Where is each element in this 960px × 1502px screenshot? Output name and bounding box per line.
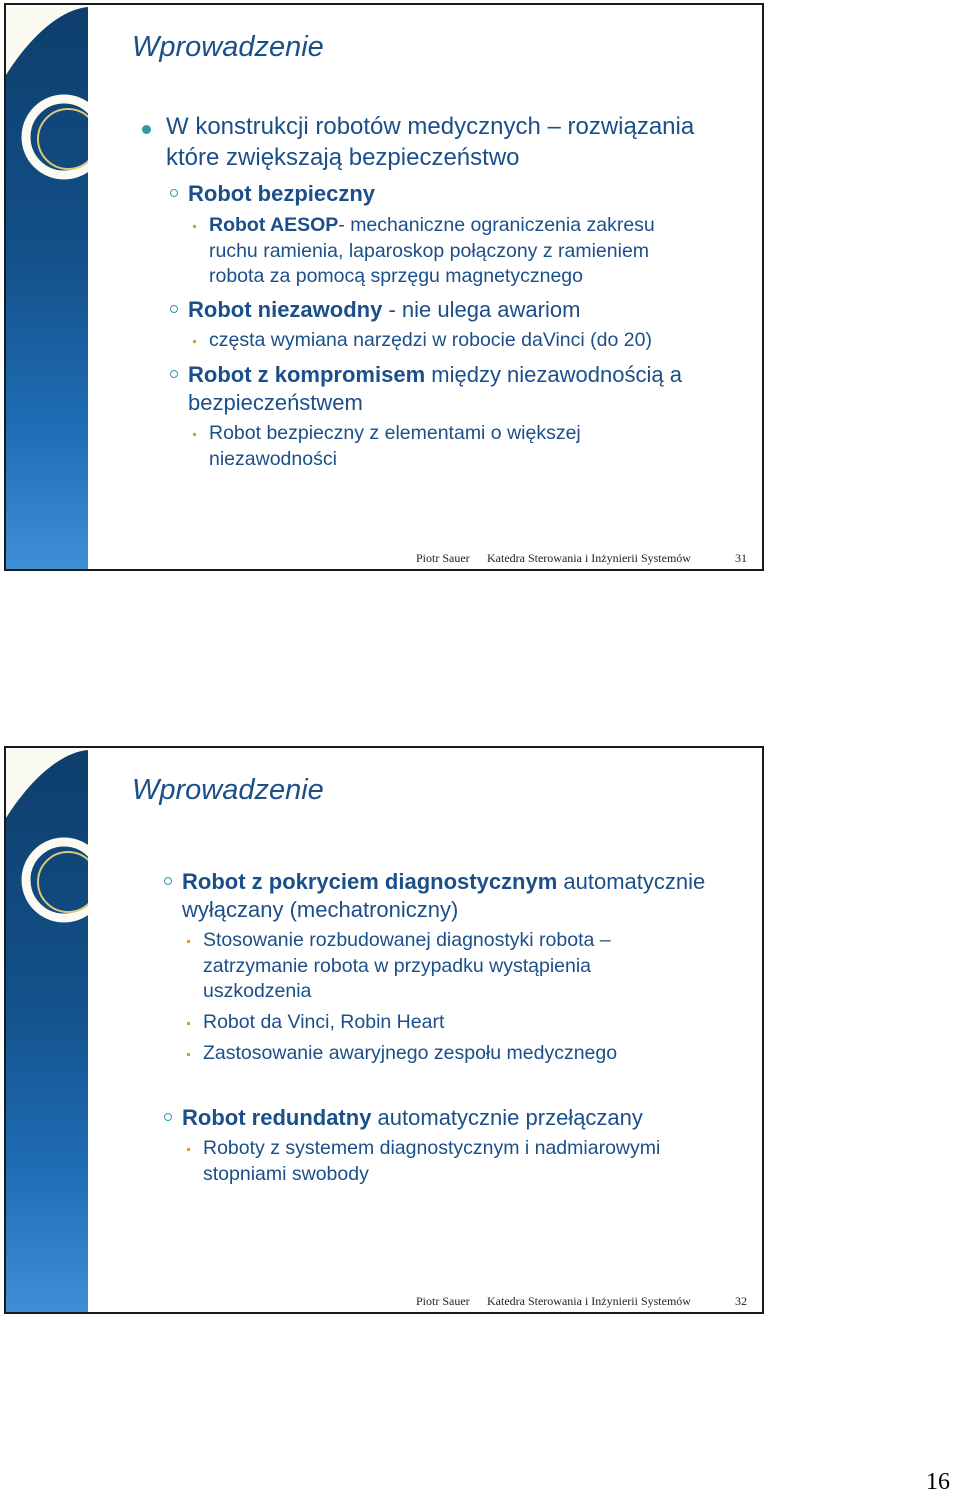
bullet-ring-icon bbox=[170, 189, 178, 197]
bullet-item-level2: Robot bezpieczny bbox=[188, 181, 376, 206]
slide-title: Wprowadzenie bbox=[132, 31, 324, 63]
bullet-square-icon bbox=[187, 940, 190, 943]
bullet-item-level1: W konstrukcji robotów medycznych – rozwiązania które zwiększają bezpieczeństwo bbox=[166, 113, 695, 171]
slide-side-band bbox=[6, 748, 88, 1312]
bullet-item-level2: Robot z kompromisem między niezawodnością a bezpieczeństwem bbox=[188, 362, 682, 415]
bullet-item-level3: Stosowanie rozbudowanej diagnostyki robota – zatrzymanie robota w przypadku wystąpienia uszkodzenia bbox=[203, 929, 611, 1002]
bullet-square-icon bbox=[193, 340, 196, 343]
bullet-square-icon bbox=[187, 1022, 190, 1025]
slide-title: Wprowadzenie bbox=[132, 774, 324, 806]
bullet-square-icon bbox=[187, 1053, 190, 1056]
bullet-ring-icon bbox=[164, 1113, 172, 1121]
bullet-square-icon bbox=[193, 225, 196, 228]
footer-department: Katedra Sterowania i Inżynierii Systemów bbox=[487, 551, 691, 565]
bullet-item-level3: Robot da Vinci, Robin Heart bbox=[203, 1011, 445, 1033]
bullet-square-icon bbox=[187, 1148, 190, 1151]
bullet-item-level3: Robot AESOP- mechaniczne ograniczenia zakresu ruchu ramienia, laparoskop połączony z ramieniem robota za pomocą sprzęgu magnetycznego bbox=[209, 214, 655, 287]
bullet-ring-icon bbox=[170, 370, 178, 378]
slide-number: 32 bbox=[735, 1294, 747, 1308]
slide-32 bbox=[4, 746, 764, 1314]
bullet-item-level2: Robot redundatny automatycznie przełączany bbox=[182, 1105, 643, 1130]
footer-department: Katedra Sterowania i Inżynierii Systemów bbox=[487, 1294, 691, 1308]
bullet-square-icon bbox=[193, 433, 196, 436]
ring-decoration-icon bbox=[6, 748, 88, 1314]
bullet-item-level2: Robot niezawodny - nie ulega awariom bbox=[188, 297, 581, 322]
bullet-item-level3: Zastosowanie awaryjnego zespołu medycznego bbox=[203, 1042, 618, 1064]
footer-author: Piotr Sauer bbox=[416, 1294, 470, 1308]
bullet-ring-icon bbox=[170, 305, 178, 313]
slide-side-band bbox=[6, 5, 88, 569]
ring-decoration-icon bbox=[6, 5, 88, 571]
bullet-item-level3: częsta wymiana narzędzi w robocie daVinci (do 20) bbox=[209, 329, 652, 351]
bullet-item-level3: Robot bezpieczny z elementami o większej niezawodności bbox=[209, 422, 581, 470]
slide-31 bbox=[4, 3, 764, 571]
bullet-item-level2: Robot z pokryciem diagnostycznym automatycznie wyłączany (mechatroniczny) bbox=[182, 869, 706, 922]
slide-number: 31 bbox=[735, 551, 747, 565]
bullet-disc-icon bbox=[142, 125, 151, 134]
page-number: 16 bbox=[926, 1469, 950, 1495]
bullet-item-level3: Roboty z systemem diagnostycznym i nadmiarowymi stopniami swobody bbox=[203, 1137, 661, 1185]
footer-author: Piotr Sauer bbox=[416, 551, 470, 565]
bullet-ring-icon bbox=[164, 877, 172, 885]
